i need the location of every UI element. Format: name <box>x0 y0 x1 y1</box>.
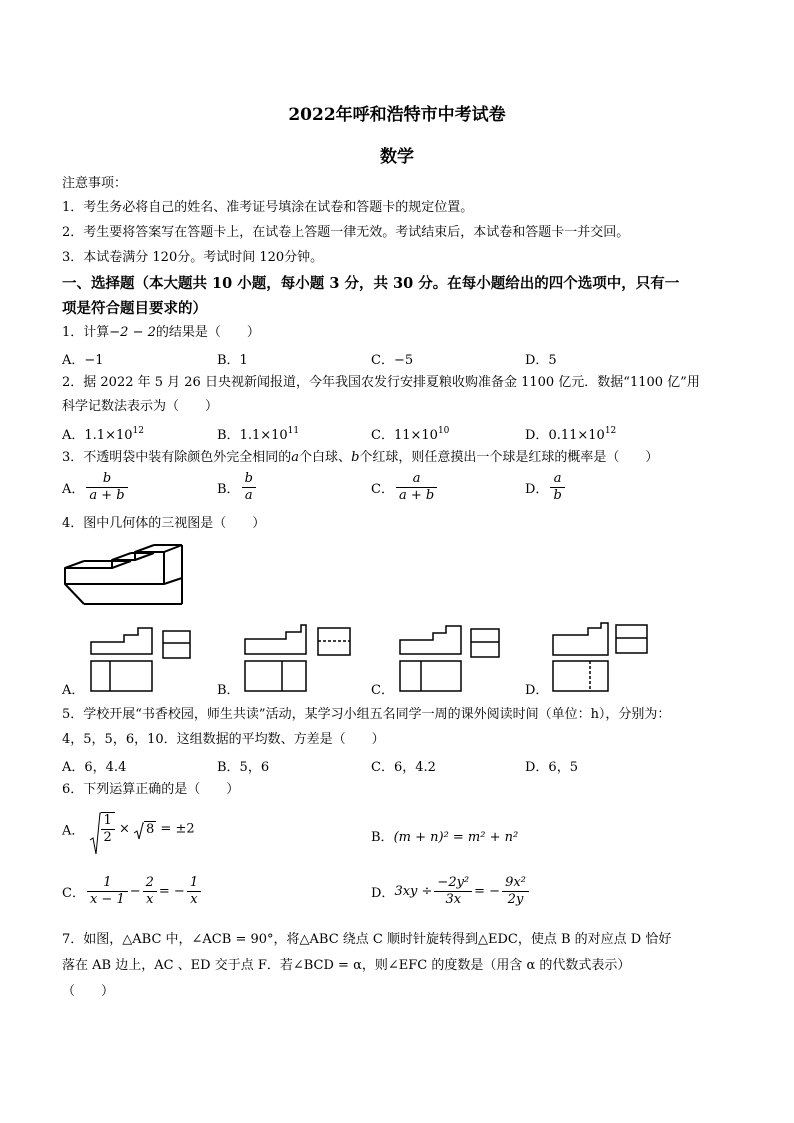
q6-option-b: B．(m + n)² = m² + n² <box>371 830 519 845</box>
q4-option-d-label: D． <box>525 683 549 698</box>
q1-option-a: A．−1 <box>62 353 104 368</box>
q4-option-d-views <box>550 623 662 694</box>
q4-option-c-views <box>397 626 509 694</box>
q5-option-a: A．6，4.4 <box>62 760 127 775</box>
q5-option-b: B．5，6 <box>217 760 270 775</box>
q4-option-a-label: A． <box>62 683 85 698</box>
notice-item-2: 2．考生要将答案写在答题卡上，在试卷上答题一律无效。考试结束后，本试卷和答题卡一并交回。 <box>62 225 630 240</box>
question-4-stem: 4．图中几何体的三视图是（ ） <box>62 516 266 531</box>
q5-option-c: C．6，4.2 <box>371 760 436 775</box>
q1-option-c: C．−5 <box>371 353 414 368</box>
exam-subject: 数学 <box>380 147 414 167</box>
q3-option-d: D． $\frac{a}{b}$ <box>525 471 567 504</box>
question-7-stem-line-2: 落在 AB 边上，AC 、ED 交于点 F．若∠BCD = α，则∠EFC 的度数是（用含 α 的代数式表示） <box>62 958 631 973</box>
question-2-stem-line-1: 2．据 2022 年 5 月 26 日央视新闻报道，今年我国农发行安排夏粮收购准备金 1100 亿元．数据“1100 亿”用 <box>62 375 700 390</box>
section-heading-line-2: 项是符合题目要求的） <box>62 300 207 317</box>
q4-option-b-label: B． <box>217 683 240 698</box>
q1-expression: −2 − 2 <box>109 325 156 340</box>
q2-option-b: B．$1.1\times 10^{11}$ <box>217 426 300 443</box>
q3-option-c: C． $\frac{a}{a + b}$ <box>371 471 439 504</box>
notice-item-1: 1．考生务必将自己的姓名、准考证号填涂在试卷和答题卡的规定位置。 <box>62 200 474 215</box>
q2-option-c: C．$11\times 10^{10}$ <box>371 426 450 443</box>
question-5-stem-line-1: 5．学校开展“书香校园，师生共读”活动，某学习小组五名同学一周的课外阅读时间（单位：h），分别为： <box>62 707 671 722</box>
section-heading-line-1: 一、选择题（本大题共 10 小题，每小题 3 分，共 30 分。在每小题给出的四个选项中，只有一 <box>62 275 680 292</box>
q5-option-d: D．6，5 <box>525 760 578 775</box>
q3-option-b: B． $\frac{b}{a}$ <box>217 471 258 504</box>
question-2-stem-line-2: 科学记数法表示为（ ） <box>62 399 219 414</box>
exam-title: 2022年呼和浩特市中考试卷 <box>288 105 506 125</box>
question-5-stem-line-2: 4，5，5，6，10．这组数据的平均数、方差是（ ） <box>62 732 385 747</box>
q6-option-c: C． $\frac{1}{x - 1}$ − $\frac{2}{x}$ = − $\frac{1}{x}$ <box>62 875 203 908</box>
q1-option-b: B．1 <box>217 353 248 368</box>
q6-option-d: D．3xy ÷ $\frac{\text{−2y²}}{3x}$ = − $\frac{\text{9x²}}{2y}$ <box>371 875 531 908</box>
question-7-answer-blank: （ ） <box>62 984 115 999</box>
q3-option-a: A． $\frac{b}{a + b}$ <box>62 471 130 504</box>
q4-solid-figure <box>60 548 185 610</box>
question-3-stem: 3．不透明袋中装有除颜色外完全相同的a个白球、b个红球，则任意摸出一个球是红球的概率是（ ） <box>62 450 659 465</box>
q4-option-a-views <box>88 628 198 694</box>
q1-option-d: D．5 <box>525 353 557 368</box>
question-7-stem-line-1: 7．如图，△ABC 中，∠ACB = 90°，将△ABC 绕点 C 顺时针旋转得到△EDC，使点 B 的对应点 D 恰好 <box>62 932 672 947</box>
q2-option-d: D．$0.11\times 10^{12}$ <box>525 426 617 443</box>
q6-option-a: A． $\frac{1}{2}$ × 8 = ±2 <box>62 812 195 858</box>
question-6-stem: 6．下列运算正确的是（ ） <box>62 782 240 797</box>
q4-option-c-label: C． <box>371 683 394 698</box>
q2-option-a: A．$1.1\times 10^{12}$ <box>62 426 144 443</box>
q4-option-b-views <box>242 625 354 694</box>
question-1-stem: 1．计算−2 − 2的结果是（ ） <box>62 325 260 340</box>
notice-item-3: 3．本试卷满分 120分。考试时间 120分钟。 <box>62 250 324 265</box>
notice-heading: 注意事项： <box>62 176 128 191</box>
